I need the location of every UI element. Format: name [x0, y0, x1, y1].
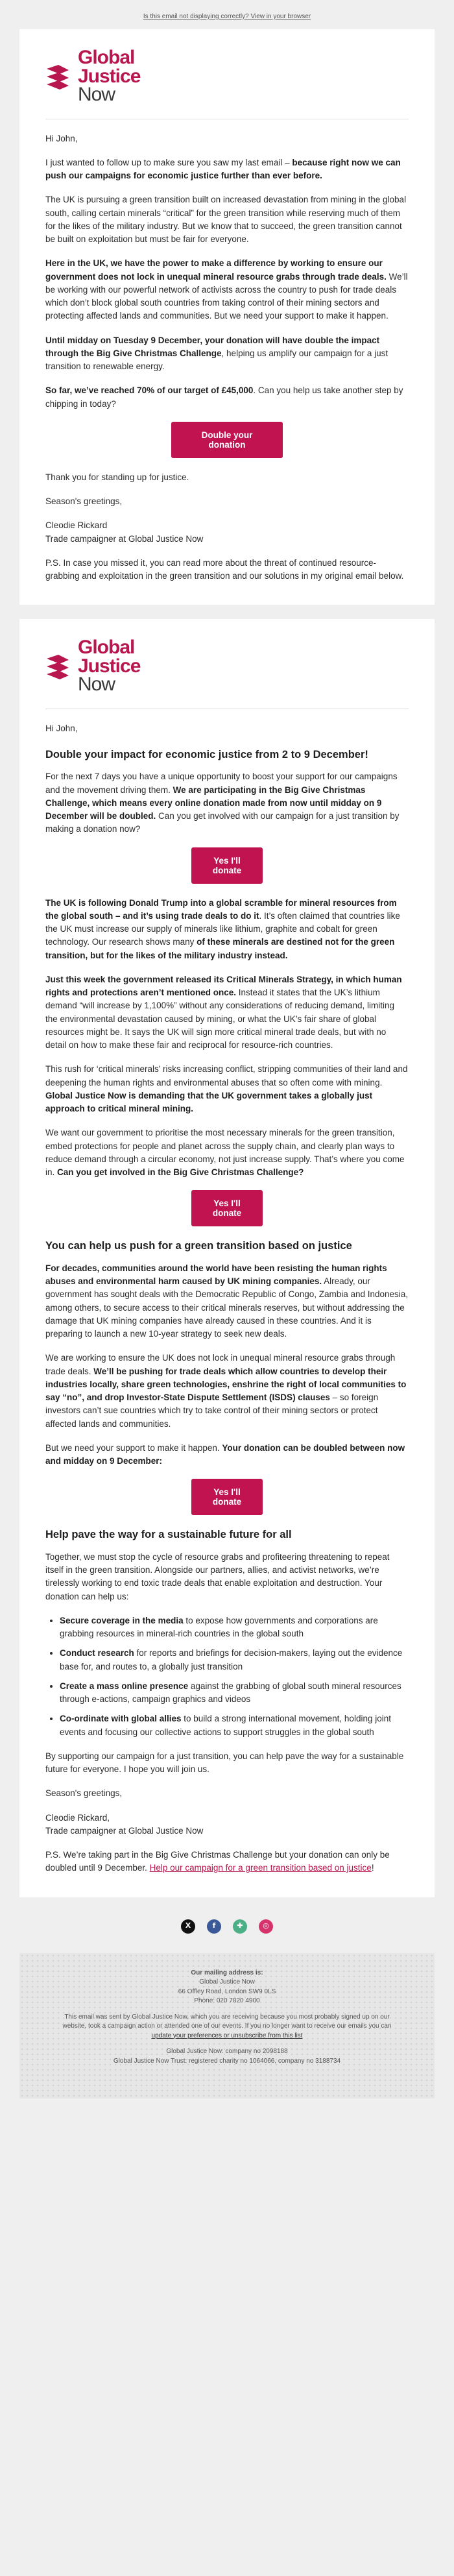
paragraph: I just wanted to follow up to make sure you saw my last email – because right now we can push our campaigns for economic justice further than ever before. — [45, 157, 401, 180]
double-donation-button[interactable]: Double your donation — [171, 422, 283, 458]
footer-company-info: Global Justice Now: company no 2098188 Global Justice Now Trust: registered charity no 1064066, company no 3188734 — [113, 2048, 341, 2065]
list-item: • Conduct research for reports and briefings for decision-makers, laying out the evidence base for, and routes to, a globally just transition — [60, 1647, 409, 1673]
support-list — [45, 1614, 409, 1739]
preheader — [0, 0, 454, 29]
heading-double-impact: Double your impact for economic justice from 2 to 9 December! — [45, 749, 368, 760]
paragraph: The UK is following Donald Trump into a global scramble for mineral resources from the global south – and it’s using trade deals to do it. It’s often claimed that countries like the UK must increase our supply of minerals like lithium, graphite and cobalt for green technology. Our research shows many of these minerals are destined not for the green transition, but for the likes of the military industry instead. — [45, 897, 400, 960]
season-greeting: Season's greetings, — [45, 496, 123, 506]
logo-wordmark: Global Justice Now — [78, 637, 141, 696]
share-icon[interactable]: ✚ — [233, 1919, 247, 1934]
greeting: Hi John, — [45, 133, 78, 143]
paragraph: Just this week the government released its Critical Minerals Strategy, in which human rights and protections aren’t mentioned once. Instead it states that the UK’s lithium demand “will increase by 1,100%” without any considerations of reducing demand, limiting the environmental devastation caused by mining, or what the UK’s fair share of global resources might be. It says the UK will sign more critical mineral trade deals, but with no detail on how to make these fair and reciprocal for resource-rich countries. — [45, 974, 402, 1051]
logo-mark-icon — [45, 653, 70, 679]
email-footer — [19, 1953, 435, 2099]
heading-green-transition: You can help us push for a green transition based on justice — [45, 1240, 352, 1252]
instagram-icon[interactable]: ◎ — [259, 1919, 273, 1934]
donate-button-2[interactable]: Yes I'll donate — [191, 1190, 263, 1226]
season-greeting: Season's greetings, — [45, 1788, 123, 1799]
paragraph: But we need your support to make it happen. Your donation can be doubled between now and midday on 9 December: — [45, 1442, 405, 1466]
brand-logo — [45, 638, 409, 694]
logo-mark-icon — [45, 64, 70, 90]
email-card-original — [19, 619, 435, 1897]
list-item: • Co-ordinate with global allies to build a strong international movement, holding joint events and focusing our collective actions to support struggles in the global south — [60, 1712, 409, 1739]
paragraph: For the next 7 days you have a unique opportunity to boost your support for our campaigns and the movement driving them. We are participating in the Big Give Christmas Challenge, which means every online donation made from now until midday on 9 December will be doubled. Can you get involved with our campaign for a just transition by making a donation now? — [45, 772, 400, 834]
facebook-icon[interactable]: f — [207, 1919, 221, 1934]
email-card-followup — [19, 29, 435, 605]
thanks-text: Thank you for standing up for justice. — [45, 472, 189, 482]
donate-button-3[interactable]: Yes I'll donate — [191, 1479, 263, 1515]
paragraph: The UK is pursuing a green transition built on increased devastation from mining in the global south, calling certain minerals “critical” for the green transition while reserving much of them for the likes of the military industry. But we know that to succeed, the green transition cannot be built on exploitation but must be fair for everyone. — [45, 195, 407, 244]
heading-sustainable-future: Help pave the way for a sustainable future for all — [45, 1529, 292, 1541]
greeting: Hi John, — [45, 723, 78, 733]
update-preferences-link[interactable]: update your preferences — [151, 2032, 222, 2039]
postscript: P.S. In case you missed it, you can read more about the threat of continued resource-grabbing and exploitation in the green transition and our solutions in my original email below. — [45, 557, 404, 581]
paragraph: By supporting our campaign for a just transition, you can help pave the way for a sustainable future for everyone. I hope you will join us. — [45, 1751, 404, 1775]
paragraph: So far, we’ve reached 70% of our target of £45,000. Can you help us take another step by chipping in today? — [45, 385, 403, 409]
logo-wordmark: Global Justice Now — [78, 47, 141, 105]
view-in-browser-link[interactable]: Is this email not displaying correctly? View in your browser — [143, 13, 311, 20]
paragraph: We are working to ensure the UK does not lock in unequal mineral resource grabs through trade deals. We’ll be pushing for trade deals which allow countries to develop their industries locally, share green technologies, enshrine the right of local communities to say “no”, and drop Investor-State Dispute Settlement (ISDS) clauses – so foreign investors can’t sue countries which try to take control of their mining sectors or protect affected lands and communities. — [45, 1353, 407, 1429]
signature: Cleodie Rickard Trade campaigner at Global Justice Now — [45, 520, 204, 544]
social-links — [0, 1897, 454, 1953]
paragraph: Here in the UK, we have the power to make a difference by working to ensure our government does not lock in unequal mineral resource grabs through trade deals. We’ll be working with our powerful network of activists across the country to push for trade deals which don’t block global south countries from taking control of their mining sectors and protecting affected lands and communities. But we need your support to make it happen. — [45, 258, 408, 321]
paragraph: For decades, communities around the world have been resisting the human rights abuses and environmental harm caused by UK mining companies. Already, our government has sought deals with the Democratic Republic of Congo, Zambia and Indonesia, among others, to secure access to their critical minerals reserves, but without addressing the damage that UK mining companies have already caused in these countries. And it is preparing to launch a new 10-year strategy to seek new deals. — [45, 1263, 409, 1339]
list-item: • Secure coverage in the media to expose how governments and corporations are grabbing resources in mineral-rich countries in the global south — [60, 1614, 409, 1641]
paragraph: Until midday on Tuesday 9 December, your donation will have double the impact through the Big Give Christmas Challenge, helping us amplify our campaign for a just transition to renewable energy. — [45, 335, 388, 371]
unsubscribe-link[interactable]: or unsubscribe from this list — [221, 2032, 303, 2039]
postscript: P.S. We’re taking part in the Big Give Christmas Challenge but your donation can only be doubled until 9 December. Help our campaign for a green transition based on justice! — [45, 1850, 390, 1873]
footer-address-block: Our mailing address is: Global Justice Now 66 Offley Road, London SW9 0LS Phone: 020 7820 4900 — [178, 1969, 276, 2005]
paragraph: We want our government to prioritise the most necessary minerals for the green transition, embed protections for people and planet across the supply chain, and clearly plan ways to reduce demand through a circular economy, not just increase supply. That’s where you come in. Can you get involved in the Big Give Christmas Challenge? — [45, 1128, 405, 1178]
footer-notice: This email was sent by Global Justice Now, which you are receiving because you most probably signed up on our website, took a campaign action or attended one of our events. If you no longer want to receive our emails you can update your preferences or unsubscribe from this list — [62, 2013, 392, 2039]
paragraph: Together, we must stop the cycle of resource grabs and profiteering threatening to repeat itself in the green transition. Alongside our partners, allies, and activist networks, we’re tirelessly working to end toxic trade deals that enable exploitation and destruction. Your donation can help us: — [45, 1551, 390, 1601]
donate-button-1[interactable]: Yes I'll donate — [191, 847, 263, 884]
list-item: • Create a mass online presence against the grabbing of global south mineral resources through e-actions, campaign graphics and videos — [60, 1680, 409, 1707]
campaign-link[interactable]: Help our campaign for a green transition based on justice — [149, 1863, 372, 1873]
signature: Cleodie Rickard, Trade campaigner at Global Justice Now — [45, 1812, 204, 1836]
x-icon[interactable]: X — [181, 1919, 195, 1934]
brand-logo — [45, 49, 409, 104]
paragraph: This rush for ‘critical minerals’ risks increasing conflict, stripping communities of their land and deepening the human rights and environmental abuses that so often come with mining. Global Justice Now is demanding that the UK government takes a globally just approach to critical mineral mining. — [45, 1064, 408, 1114]
